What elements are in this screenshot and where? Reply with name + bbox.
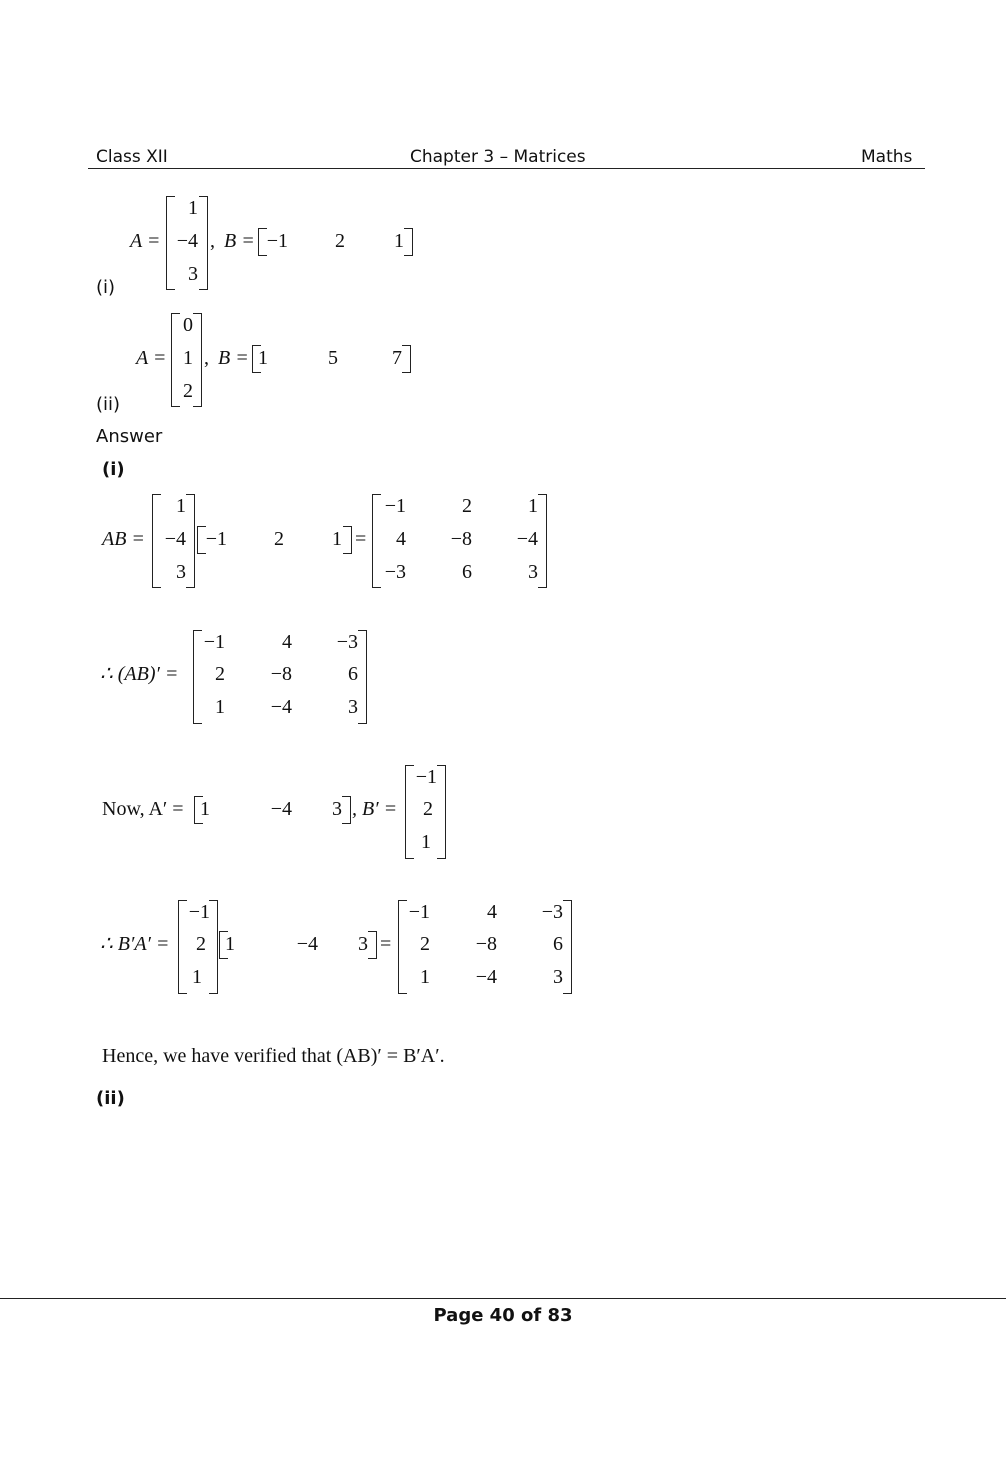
matrix-cell: −4 xyxy=(176,230,198,252)
part-i-label: (i) xyxy=(96,277,116,298)
bracket xyxy=(343,526,352,554)
matrix-cell: 3 xyxy=(528,561,538,583)
bracket xyxy=(437,765,446,859)
matrix-cell: −1 xyxy=(205,528,227,550)
ab-transpose-label: ∴ (AB)′ = xyxy=(100,663,179,685)
matrix-cell: −1 xyxy=(384,495,406,517)
matrix-cell: 2 xyxy=(215,663,225,685)
matrix-cell: −1 xyxy=(188,901,210,923)
matrix-cell: 1 xyxy=(394,230,404,252)
matrix-cell: 1 xyxy=(200,798,210,820)
equals-sign: = xyxy=(380,933,392,955)
matrix-cell: −1 xyxy=(415,766,437,788)
matrix-cell: 2 xyxy=(274,528,284,550)
matrix-cell: 4 xyxy=(487,901,497,923)
footer-rule xyxy=(0,1298,1006,1299)
answer-part-i: (i) xyxy=(102,459,125,480)
part-ii-label: (ii) xyxy=(96,394,121,415)
q1-b-label: B = xyxy=(224,230,255,252)
matrix-cell: 4 xyxy=(396,528,406,550)
matrix-cell: 2 xyxy=(420,933,430,955)
matrix-cell: −1 xyxy=(266,230,288,252)
q2-sep: , xyxy=(204,347,209,369)
matrix-cell: −4 xyxy=(164,528,186,550)
matrix-cell: −8 xyxy=(270,663,292,685)
now-label: Now, A′ = xyxy=(102,798,184,820)
matrix-cell: −4 xyxy=(516,528,538,550)
matrix-cell: 1 xyxy=(176,495,186,517)
q1-sep: , xyxy=(210,230,215,252)
bracket xyxy=(368,931,377,959)
now-sep: , B′ = xyxy=(352,798,398,820)
ba-label: ∴ B′A′ = xyxy=(100,933,170,955)
matrix-cell: −8 xyxy=(450,528,472,550)
matrix-cell: 6 xyxy=(348,663,358,685)
matrix-cell: −1 xyxy=(408,901,430,923)
header-class: Class XII xyxy=(96,147,168,167)
q1-a-label: A = xyxy=(130,230,161,252)
matrix-cell: 3 xyxy=(553,966,563,988)
matrix-cell: 1 xyxy=(420,966,430,988)
matrix-cell: 6 xyxy=(553,933,563,955)
matrix-cell: 1 xyxy=(528,495,538,517)
matrix-cell: −4 xyxy=(270,696,292,718)
matrix-cell: 1 xyxy=(188,197,198,219)
matrix-cell: 6 xyxy=(462,561,472,583)
matrix-cell: 1 xyxy=(421,831,431,853)
matrix-cell: 3 xyxy=(332,798,342,820)
matrix-cell: −4 xyxy=(270,798,292,820)
matrix-cell: 1 xyxy=(215,696,225,718)
matrix-cell: 2 xyxy=(183,380,193,402)
matrix-cell: 1 xyxy=(225,933,235,955)
conclusion-text: Hence, we have verified that (AB)′ = B′A′. xyxy=(102,1045,445,1067)
bracket xyxy=(404,228,413,256)
matrix-cell: −3 xyxy=(336,631,358,653)
answer-heading: Answer xyxy=(96,426,163,447)
header-rule xyxy=(88,168,925,169)
matrix-cell: −1 xyxy=(203,631,225,653)
matrix-cell: −4 xyxy=(296,933,318,955)
matrix-cell: 3 xyxy=(358,933,368,955)
matrix-cell: 2 xyxy=(335,230,345,252)
bracket xyxy=(563,900,572,994)
matrix-cell: 3 xyxy=(176,561,186,583)
bracket xyxy=(342,796,351,824)
bracket xyxy=(209,900,218,994)
matrix-cell: 3 xyxy=(348,696,358,718)
bracket xyxy=(538,494,547,588)
matrix-cell: 5 xyxy=(328,347,338,369)
answer-part-ii: (ii) xyxy=(96,1088,125,1109)
q2-a-label: A = xyxy=(136,347,167,369)
matrix-cell: 1 xyxy=(192,966,202,988)
matrix-cell: −8 xyxy=(475,933,497,955)
bracket xyxy=(193,313,202,407)
matrix-cell: 3 xyxy=(188,263,198,285)
matrix-cell: 2 xyxy=(462,495,472,517)
page-number: Page 40 of 83 xyxy=(433,1305,573,1326)
matrix-cell: 2 xyxy=(423,798,433,820)
matrix-cell: 0 xyxy=(183,314,193,336)
matrix-cell: 1 xyxy=(258,347,268,369)
bracket xyxy=(402,345,411,373)
bracket xyxy=(358,630,367,724)
q2-b-label: B = xyxy=(218,347,249,369)
header-subject: Maths xyxy=(861,147,913,167)
equals-sign: = xyxy=(355,528,367,550)
matrix-cell: 1 xyxy=(332,528,342,550)
bracket xyxy=(199,196,208,290)
matrix-cell: 7 xyxy=(392,347,402,369)
bracket xyxy=(186,494,195,588)
ab-label: AB = xyxy=(102,528,145,550)
matrix-cell: 4 xyxy=(282,631,292,653)
matrix-cell: −3 xyxy=(541,901,563,923)
header-chapter: Chapter 3 – Matrices xyxy=(410,147,586,167)
matrix-cell: 1 xyxy=(183,347,193,369)
matrix-cell: 2 xyxy=(196,933,206,955)
matrix-cell: −3 xyxy=(384,561,406,583)
matrix-cell: −4 xyxy=(475,966,497,988)
